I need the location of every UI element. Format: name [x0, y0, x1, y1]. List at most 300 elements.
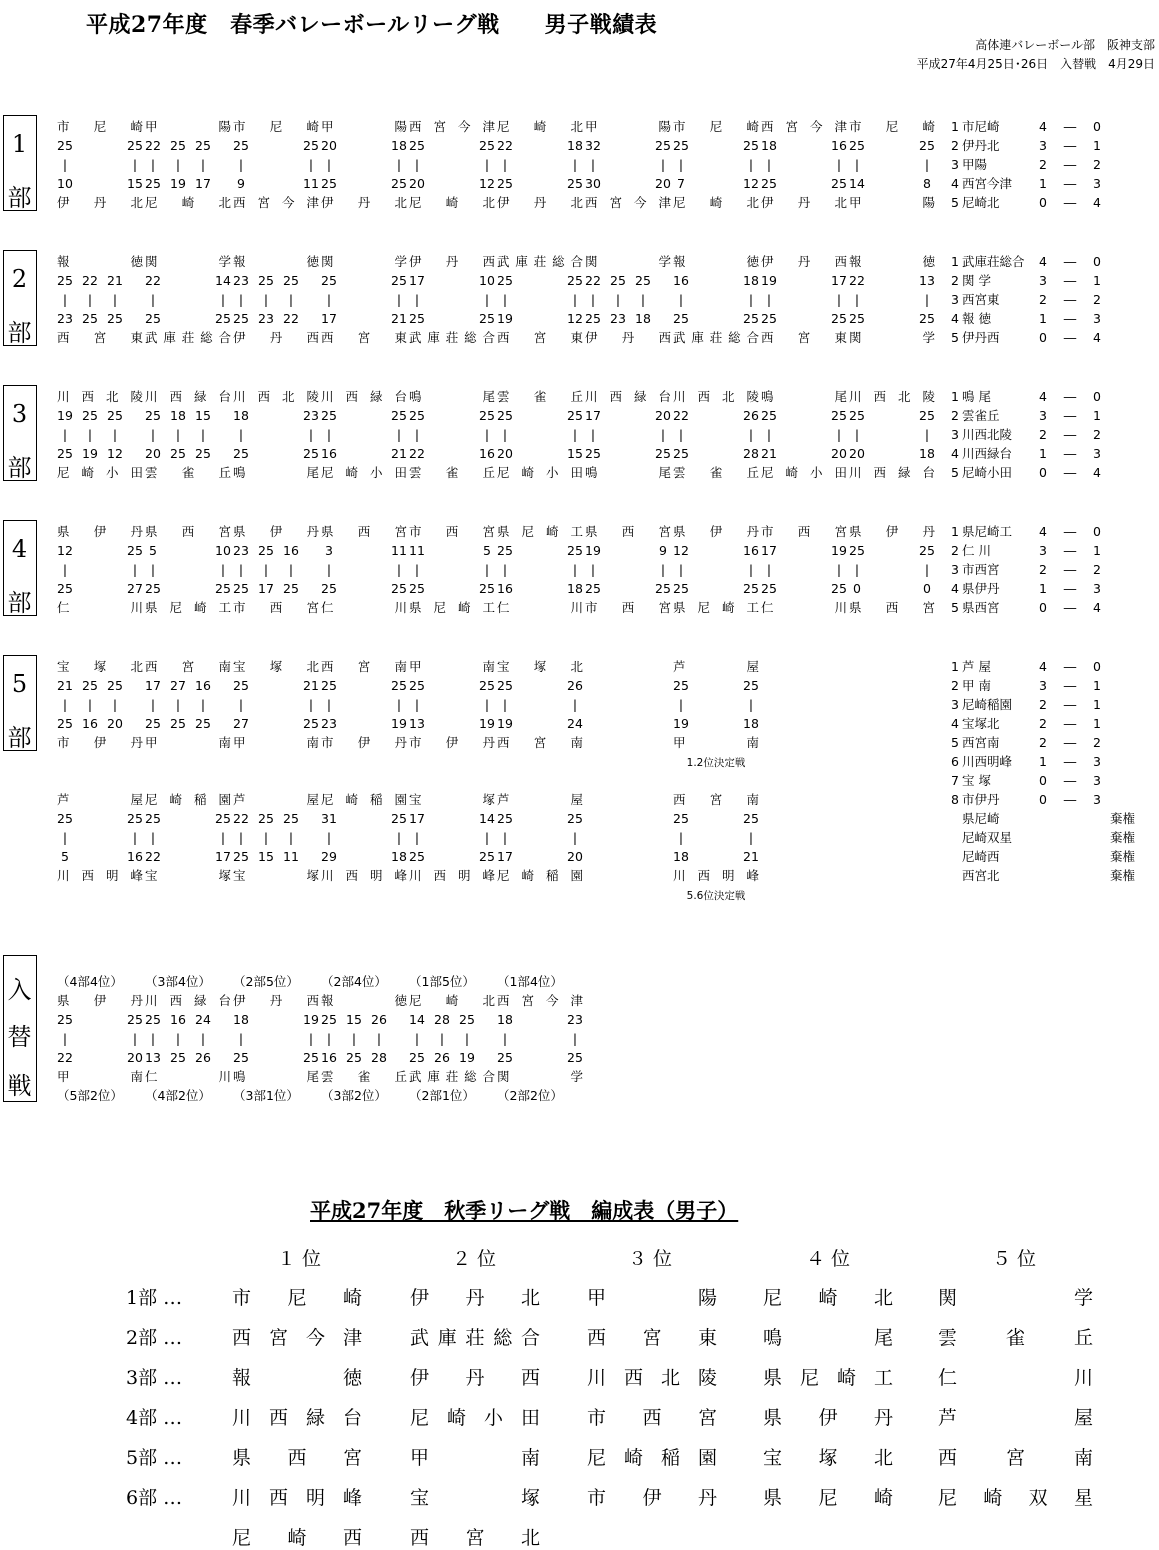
team-name-bottom: 仁川	[145, 1069, 231, 1084]
set-score-top: 25	[479, 408, 495, 423]
set-score-top-row	[673, 136, 759, 155]
fall-team: 市西宮	[587, 1407, 717, 1429]
team-row	[761, 522, 847, 541]
team-name-top: 川西北陵	[57, 389, 143, 404]
score-divider-row	[409, 560, 495, 579]
standings-rank: 2	[951, 138, 959, 153]
set-score-bottom: 23	[321, 716, 337, 731]
set-score-bottom: 19	[82, 446, 98, 461]
set-score-top-row	[233, 406, 319, 425]
match-dates: 平成27年4月25日･26日 入替戦 4月29日	[916, 57, 1155, 71]
set-score-bottom: 25	[82, 311, 98, 326]
fall-team: 尼崎北	[763, 1287, 893, 1309]
team-name-bottom: 伊丹北	[321, 195, 407, 210]
score-divider: |	[748, 830, 754, 845]
set-score-bottom: 12	[743, 176, 759, 191]
forfeit-label: 棄権	[1110, 830, 1136, 845]
set-score-bottom: 27	[127, 581, 143, 596]
score-divider: |	[572, 157, 578, 172]
team-name-bottom: 西宮東	[321, 330, 407, 345]
set-score-top: 18	[497, 1012, 513, 1027]
score-divider: |	[660, 427, 666, 442]
set-score-bottom: 25	[761, 176, 777, 191]
standings-rank: 1	[951, 659, 959, 674]
set-score-bottom-row	[849, 174, 935, 193]
team-row	[57, 790, 143, 809]
team-row	[849, 328, 935, 347]
set-score-top: 5	[483, 543, 491, 558]
set-score-bottom: 25	[195, 716, 211, 731]
score-divider: |	[414, 157, 420, 172]
standings-row	[947, 752, 1157, 771]
set-score-top: 12	[673, 543, 689, 558]
score-divider: |	[308, 1031, 314, 1046]
team-name-bottom: 尼崎北	[409, 195, 495, 210]
set-score-top: 25	[57, 1012, 73, 1027]
standings-record	[1039, 560, 1101, 579]
team-row	[497, 252, 583, 271]
fall-team: 尼崎西	[232, 1527, 362, 1549]
score-divider: |	[484, 292, 490, 307]
score-divider-row	[145, 560, 231, 579]
team-row	[585, 463, 671, 482]
score-divider-row	[57, 695, 143, 714]
set-score-top: 25	[145, 408, 161, 423]
set-score-bottom-row	[673, 174, 759, 193]
score-divider: |	[288, 292, 294, 307]
standings-row	[947, 714, 1157, 733]
set-score-top: 25	[849, 138, 865, 153]
set-score-bottom: 17	[215, 849, 231, 864]
set-score-bottom: 25	[57, 716, 73, 731]
set-score-top: 25	[57, 273, 73, 288]
standings-table	[947, 387, 1157, 482]
set-score-top: 22	[145, 138, 161, 153]
score-divider: |	[396, 157, 402, 172]
set-score-top: 25	[919, 543, 935, 558]
score-divider-row	[673, 560, 759, 579]
set-score-top-row	[409, 676, 495, 695]
team-name-top: 西宮南	[145, 659, 231, 674]
match-result	[233, 387, 319, 482]
team-name-bottom: 甲南	[145, 735, 231, 750]
set-score-bottom-row	[497, 714, 583, 733]
team-name-bottom: 武庫荘総合	[145, 330, 231, 345]
record-dash: ―	[1063, 562, 1077, 577]
record-dash: ―	[1063, 524, 1077, 539]
match-result	[497, 972, 583, 1105]
team-row	[233, 252, 319, 271]
standings-rank: 2	[951, 678, 959, 693]
set-score-top: 25	[497, 678, 513, 693]
set-score-bottom: 17	[258, 581, 274, 596]
score-divider: |	[87, 427, 93, 442]
team-row	[321, 1067, 407, 1086]
set-score-top: 25	[233, 138, 249, 153]
score-divider-row	[761, 290, 847, 309]
set-score-top-row	[57, 136, 143, 155]
set-score-bottom: 21	[391, 446, 407, 461]
set-score-top: 25	[195, 138, 211, 153]
team-name-bottom: 雲雀丘	[321, 1069, 407, 1084]
team-row	[585, 328, 671, 347]
set-score-top-row	[497, 809, 583, 828]
record-dash: ―	[1063, 600, 1077, 615]
score-divider-row	[145, 695, 231, 714]
set-score-top: 25	[497, 408, 513, 423]
standings-row	[947, 444, 1157, 463]
team-name-top: 関学	[321, 254, 407, 269]
score-divider: |	[200, 697, 206, 712]
fall-team: 鳴尾	[763, 1327, 893, 1349]
team-name-top: 川西緑台	[585, 389, 671, 404]
standings-team: 県西宮	[962, 600, 1000, 615]
team-name-top: 県西宮	[321, 524, 407, 539]
team-row	[233, 463, 319, 482]
forfeit-team: 尼崎西	[962, 849, 1000, 864]
set-score-bottom: 25	[170, 1050, 186, 1065]
standings-record	[1039, 290, 1101, 309]
set-score-bottom: 25	[170, 446, 186, 461]
losses: 3	[1093, 311, 1101, 326]
record-dash: ―	[1063, 176, 1077, 191]
set-score-top: 22	[145, 273, 161, 288]
standings-rank: 4	[951, 446, 959, 461]
team-row	[321, 598, 407, 617]
set-score-top: 21	[303, 678, 319, 693]
set-score-bottom: 20	[145, 446, 161, 461]
match-result	[321, 972, 407, 1105]
set-score-bottom: 25	[391, 176, 407, 191]
set-score-bottom: 26	[434, 1050, 450, 1065]
rank-header: １ 位	[277, 1248, 322, 1270]
division-label-char: 部	[7, 589, 32, 617]
team-name-top: 川西緑台	[321, 389, 407, 404]
wins: 2	[1039, 716, 1047, 731]
team-name-top: 芦屋	[57, 792, 143, 807]
team-name-top: 甲南	[409, 659, 495, 674]
team-row	[497, 522, 583, 541]
set-score-bottom: 25	[743, 311, 759, 326]
set-score-top: 17	[761, 543, 777, 558]
set-score-bottom: 25	[655, 446, 671, 461]
standings-rank: 3	[951, 292, 959, 307]
team-name-top: 西宮今津	[409, 119, 495, 134]
wins: 0	[1039, 792, 1047, 807]
score-divider: |	[766, 562, 772, 577]
wins: 3	[1039, 678, 1047, 693]
match-result	[409, 252, 495, 347]
match-result	[145, 252, 231, 347]
team-name-bottom: 川西緑台	[849, 465, 935, 480]
seed-note-text: （3部1位）	[233, 1088, 299, 1103]
match-result	[233, 252, 319, 347]
set-score-top-row	[233, 541, 319, 560]
team-name-bottom: 市西宮	[585, 600, 671, 615]
set-score-bottom: 25	[761, 311, 777, 326]
set-score-top: 25	[82, 408, 98, 423]
match-result	[321, 117, 407, 212]
match-result	[849, 387, 935, 482]
set-score-bottom: 25	[831, 311, 847, 326]
set-score-bottom: 25	[145, 716, 161, 731]
set-score-top: 25	[258, 273, 274, 288]
set-score-top-row	[321, 1010, 407, 1029]
score-divider-row	[761, 155, 847, 174]
score-divider: |	[766, 427, 772, 442]
score-divider-row	[497, 1029, 583, 1048]
score-divider: |	[502, 830, 508, 845]
wins: 1	[1039, 754, 1047, 769]
set-score-top: 32	[585, 138, 601, 153]
set-score-top-row	[321, 541, 407, 560]
set-score-top: 22	[673, 408, 689, 423]
set-score-bottom-row	[57, 1048, 143, 1067]
record-dash: ―	[1063, 311, 1077, 326]
set-score-bottom-row	[849, 444, 935, 463]
record-dash: ―	[1063, 330, 1077, 345]
score-divider-row	[585, 560, 671, 579]
losses: 4	[1093, 465, 1101, 480]
set-score-top: 26	[567, 678, 583, 693]
score-divider: |	[484, 562, 490, 577]
set-score-bottom: 20	[831, 446, 847, 461]
wins: 2	[1039, 427, 1047, 442]
score-divider: |	[263, 830, 269, 845]
score-divider-row	[233, 695, 319, 714]
score-divider: |	[572, 830, 578, 845]
standings-rank: 1	[951, 524, 959, 539]
team-row	[409, 1067, 495, 1086]
score-divider: |	[502, 562, 508, 577]
set-score-top: 25	[610, 273, 626, 288]
team-name-top: 西宮南	[673, 792, 759, 807]
standings-rank: 8	[951, 792, 959, 807]
team-name-bottom: 宝塚	[233, 868, 319, 883]
score-divider: |	[590, 562, 596, 577]
losses: 1	[1093, 408, 1101, 423]
losses: 1	[1093, 543, 1101, 558]
team-name-bottom: 西宮東	[57, 330, 143, 345]
set-score-top: 17	[145, 678, 161, 693]
set-score-top: 25	[497, 543, 513, 558]
team-name-top: 尼崎稲園	[145, 792, 231, 807]
set-score-bottom: 25	[57, 581, 73, 596]
rank-header: ４ 位	[806, 1248, 851, 1270]
match-result	[673, 522, 759, 617]
standings-row	[947, 155, 1157, 174]
team-row	[409, 252, 495, 271]
set-score-top-row	[497, 271, 583, 290]
seed-note	[321, 1086, 407, 1105]
team-name-bottom: 伊丹北	[57, 195, 143, 210]
division-label	[3, 520, 37, 616]
set-score-bottom: 25	[479, 849, 495, 864]
match-result	[233, 790, 319, 885]
set-score-bottom: 25	[233, 446, 249, 461]
set-score-bottom: 20	[567, 849, 583, 864]
score-divider: |	[150, 562, 156, 577]
wins: 3	[1039, 273, 1047, 288]
set-score-bottom: 25	[321, 176, 337, 191]
fall-team: 西宮北	[410, 1527, 540, 1549]
fall-division-label: 3部 …	[126, 1367, 183, 1389]
score-divider-row	[233, 155, 319, 174]
set-score-bottom: 17	[321, 311, 337, 326]
team-name-top: 市西宮	[409, 524, 495, 539]
team-row	[233, 790, 319, 809]
set-score-top: 19	[585, 543, 601, 558]
score-divider: |	[62, 427, 68, 442]
score-divider: |	[112, 427, 118, 442]
score-divider: |	[660, 562, 666, 577]
team-row	[497, 328, 583, 347]
score-divider: |	[396, 562, 402, 577]
set-score-bottom: 25	[303, 446, 319, 461]
record-dash: ―	[1063, 389, 1077, 404]
score-divider: |	[376, 1031, 382, 1046]
match-result	[233, 972, 319, 1105]
team-name-top: 川西北陵	[849, 389, 935, 404]
score-divider: |	[175, 697, 181, 712]
set-score-bottom: 25	[321, 581, 337, 596]
fall-team: 川西北陵	[587, 1367, 717, 1389]
fall-team: 尼崎双星	[938, 1487, 1093, 1509]
score-divider: |	[150, 1031, 156, 1046]
score-divider: |	[351, 1031, 357, 1046]
set-score-top: 25	[321, 408, 337, 423]
standings-record	[1039, 328, 1101, 347]
team-name-top: 宝塚北	[57, 659, 143, 674]
score-divider: |	[87, 697, 93, 712]
team-name-bottom: 西宮今津	[233, 195, 319, 210]
score-divider-row	[145, 155, 231, 174]
set-score-bottom: 25	[215, 311, 231, 326]
seed-note	[57, 972, 143, 991]
division-label	[3, 955, 37, 1102]
set-score-bottom-row	[497, 1048, 583, 1067]
set-score-top: 25	[391, 811, 407, 826]
set-score-top: 25	[107, 678, 123, 693]
set-score-top-row	[145, 136, 231, 155]
standings-rank: 1	[951, 254, 959, 269]
team-name-bottom: 市伊丹	[409, 735, 495, 750]
seed-note-text: （1部5位）	[409, 974, 475, 989]
standings-row	[947, 252, 1157, 271]
score-divider-row	[145, 425, 231, 444]
set-score-bottom: 25	[107, 311, 123, 326]
team-row	[585, 598, 671, 617]
score-divider: |	[678, 427, 684, 442]
team-row	[57, 387, 143, 406]
set-score-bottom-row	[673, 444, 759, 463]
team-name-bottom: 仁川	[497, 600, 583, 615]
set-score-top: 25	[673, 678, 689, 693]
set-score-top-row	[761, 541, 847, 560]
set-score-bottom: 28	[743, 446, 759, 461]
match-result	[57, 657, 143, 752]
score-divider: |	[414, 427, 420, 442]
match-result	[57, 252, 143, 347]
set-score-top: 25	[258, 811, 274, 826]
set-score-top: 25	[479, 678, 495, 693]
standings-row	[947, 771, 1157, 790]
set-score-bottom: 30	[585, 176, 601, 191]
division-label	[3, 385, 37, 481]
team-row	[409, 463, 495, 482]
score-divider: |	[854, 157, 860, 172]
set-score-bottom-row	[57, 847, 143, 866]
division-label-char: 戦	[7, 1072, 32, 1100]
seed-note-text: （2部2位）	[497, 1088, 563, 1103]
set-score-bottom-row	[409, 1048, 495, 1067]
team-row	[57, 866, 143, 885]
set-score-bottom: 19	[673, 716, 689, 731]
wins: 3	[1039, 543, 1047, 558]
score-divider: |	[414, 292, 420, 307]
team-name-top: 市西宮	[761, 524, 847, 539]
set-score-top-row	[849, 271, 935, 290]
set-score-bottom: 25	[233, 311, 249, 326]
team-row	[233, 991, 319, 1010]
set-score-bottom: 18	[673, 849, 689, 864]
set-score-bottom: 18	[567, 581, 583, 596]
set-score-bottom: 25	[673, 581, 689, 596]
standings-rank: 3	[951, 562, 959, 577]
score-divider: |	[748, 562, 754, 577]
score-divider: |	[62, 1031, 68, 1046]
score-divider: |	[132, 562, 138, 577]
team-row	[233, 193, 319, 212]
match-result	[585, 387, 671, 482]
standings-team: 市伊丹	[962, 792, 1000, 807]
set-score-top: 26	[743, 408, 759, 423]
team-row	[57, 733, 143, 752]
set-score-top: 25	[391, 678, 407, 693]
set-score-top-row	[673, 406, 759, 425]
standings-row	[947, 387, 1157, 406]
score-divider: |	[484, 697, 490, 712]
match-result	[145, 790, 231, 885]
score-divider-row	[321, 290, 407, 309]
team-row	[585, 387, 671, 406]
team-name-bottom: 市伊丹	[321, 735, 407, 750]
match-result	[321, 387, 407, 482]
score-divider: |	[220, 830, 226, 845]
fall-team: 川西明峰	[232, 1487, 362, 1509]
set-score-top: 17	[585, 408, 601, 423]
set-score-bottom-row	[585, 309, 671, 328]
fall-team: 芦屋	[938, 1407, 1093, 1429]
record-dash: ―	[1063, 773, 1077, 788]
score-divider-row	[321, 155, 407, 174]
set-score-bottom: 25	[673, 311, 689, 326]
set-score-top-row	[497, 136, 583, 155]
match-result	[409, 117, 495, 212]
set-score-bottom-row	[585, 579, 671, 598]
standings-row	[947, 657, 1157, 676]
set-score-top: 25	[321, 678, 337, 693]
set-score-top-row	[761, 406, 847, 425]
score-divider-row	[145, 1029, 231, 1048]
score-divider-row	[497, 290, 583, 309]
standings-team: 鳴 尾	[962, 389, 991, 404]
match-result	[409, 387, 495, 482]
record-dash: ―	[1063, 273, 1077, 288]
team-row	[761, 193, 847, 212]
team-name-top: 宝塚北	[233, 659, 319, 674]
set-score-top-row	[497, 676, 583, 695]
